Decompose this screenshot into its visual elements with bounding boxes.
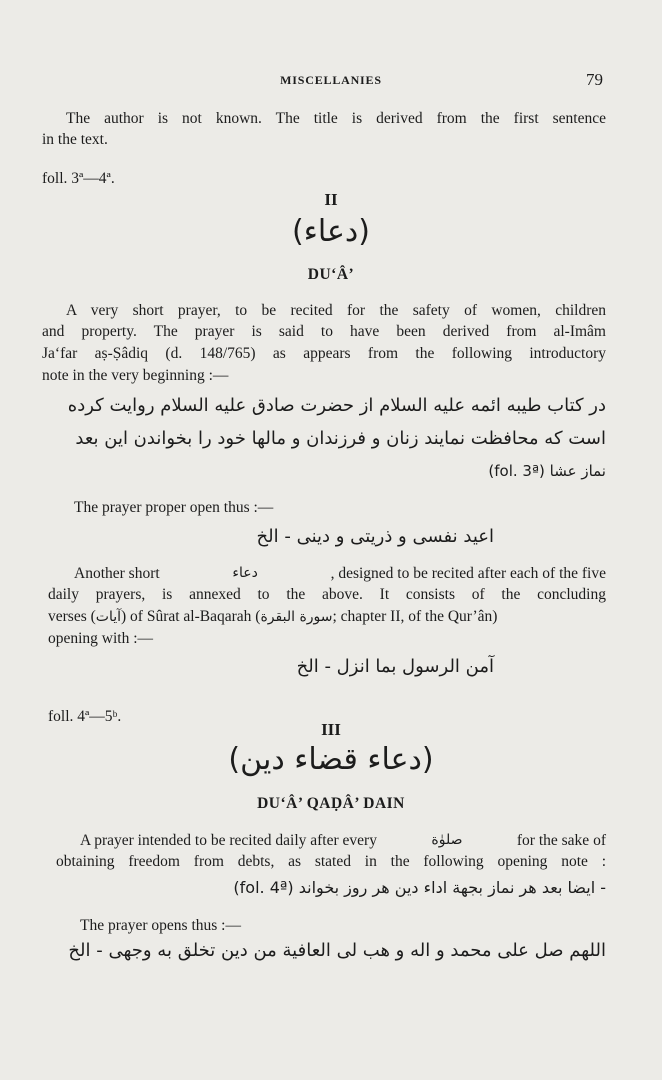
- text-run: verses (: [48, 608, 96, 625]
- page-number: 79: [586, 70, 603, 89]
- paragraph-line: note in the very beginning :—: [42, 367, 229, 384]
- paragraph-line: Ja‘far aṣ-Ṣâdiq (d. 148/765) as appears from the following introductory: [42, 345, 606, 362]
- paragraph-line: and property. The prayer is said to have been derived from al-Imâm: [42, 323, 606, 340]
- paragraph-line: [80, 830, 606, 851]
- running-head: MISCELLANIES: [280, 73, 382, 87]
- section-number: III: [321, 720, 341, 739]
- section-title: DU‘Â’: [307, 266, 355, 283]
- paragraph-line: [48, 606, 608, 628]
- intro-line-1: The author is not known. The title is derived from the first sentence: [66, 110, 606, 127]
- arabic-quote-line: آمن الرسول بما انزل - الخ: [296, 656, 494, 677]
- folio-reference: foll. 4ª—5ᵇ.: [48, 708, 122, 725]
- paragraph-line: [74, 563, 606, 584]
- arabic-quote-tail: (fol. 3ª) نماز عشا: [488, 462, 606, 480]
- paragraph-line: A very short prayer, to be recited for the safety of women, children: [66, 302, 606, 319]
- paragraph-line: daily prayers, is annexed to the above. It consists of the concluding: [48, 586, 606, 603]
- paragraph-line: The prayer proper open thus :—: [74, 499, 274, 516]
- arabic-quote-line: اعید نفسی و ذریتی و دینی - الخ: [256, 526, 494, 547]
- text-run: Another short: [74, 565, 160, 582]
- paragraph-line: opening with :—: [48, 630, 154, 647]
- section-arabic-title: (دعاء): [292, 214, 370, 249]
- paragraph-line: obtaining freedom from debts, as stated in the following opening note :: [56, 853, 606, 870]
- section-arabic-title: (دعاء قضاء دین): [228, 742, 434, 777]
- arabic-inline-word: آیات: [95, 609, 122, 625]
- paragraph-line: The prayer opens thus :—: [80, 917, 241, 934]
- text-run: ; chapter II, of the Qur’ân): [332, 608, 498, 625]
- arabic-inline-word: دعاء: [232, 565, 258, 581]
- intro-line-2: in the text.: [42, 131, 108, 148]
- text-run: ) of Sûrat al-Baqarah (: [121, 608, 261, 625]
- folio-reference: foll. 3ª—4ª.: [42, 170, 115, 187]
- section-number: II: [324, 190, 338, 209]
- arabic-quote-line: (fol. 4ª) ایضا بعد هر نماز بجهة اداء دین هر روز بخواند -: [233, 878, 606, 897]
- arabic-quote-line: اللهم صل علی محمد و اله و هب لی العافیة من دین تخلق به وجهی - الخ: [68, 940, 606, 961]
- text-run: , designed to be recited after each of the five: [330, 565, 606, 582]
- arabic-inline-word: صلوٰة: [431, 832, 463, 848]
- arabic-quote-line: است که محافظت نمایند زنان و فرزندان و مالها خود را بخواندن این بعد: [75, 428, 606, 449]
- section-title: DU‘Â’ QAḌÂ’ DAIN: [257, 795, 405, 812]
- text-run: for the sake of: [516, 832, 606, 849]
- arabic-inline-word: سورة البقرة: [260, 609, 333, 625]
- arabic-quote-line: در کتاب طیبه ائمه علیه السلام از حضرت صادق علیه السلام روایت کرده: [67, 395, 606, 416]
- text-run: A prayer intended to be recited daily after every: [80, 832, 377, 849]
